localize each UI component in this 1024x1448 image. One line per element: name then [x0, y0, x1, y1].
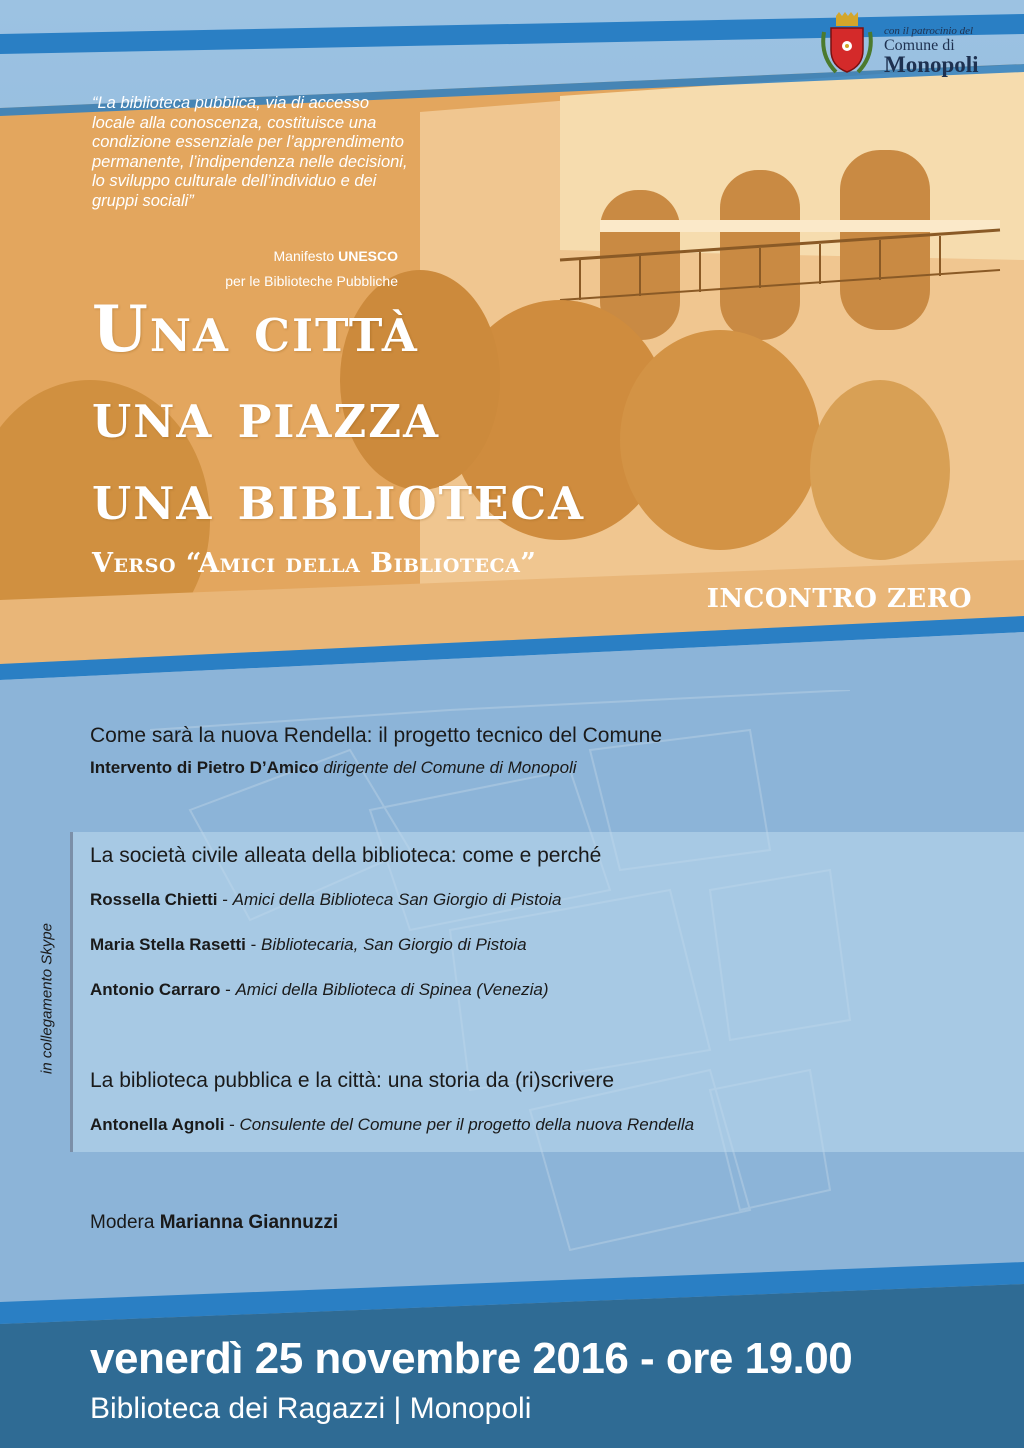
- separator: -: [245, 935, 262, 954]
- topic-3-heading: La biblioteca pubblica e la città: una storia da (ri)scrivere: [90, 1069, 615, 1092]
- meeting-tag: INCONTRO ZERO: [706, 584, 972, 614]
- speaker-role: Bibliotecaria, San Giorgio di Pistoia: [261, 935, 527, 954]
- comune-label: Comune di: [884, 37, 955, 54]
- topic-1-heading: Come sarà la nuova Rendella: il progetto tecnico del Comune: [90, 724, 662, 747]
- speaker-role: Consulente del Comune per il progetto della nuova Rendella: [239, 1115, 695, 1134]
- speaker-4: [90, 980, 549, 1000]
- quote-attribution-line2: per le Biblioteche Pubbliche: [225, 273, 398, 289]
- speaker-name: Antonella Agnoli: [90, 1115, 225, 1134]
- separator: -: [217, 890, 233, 909]
- topic-2-heading: La società civile alleata della biblioteca: come e perché: [90, 844, 602, 867]
- event-venue: Biblioteca dei Ragazzi | Monopoli: [90, 1392, 532, 1425]
- speaker-name: Antonio Carraro: [90, 980, 221, 999]
- city-label: Monopoli: [884, 52, 979, 77]
- moderator-name: Marianna Giannuzzi: [159, 1212, 339, 1233]
- speaker-name: Maria Stella Rasetti: [90, 935, 246, 954]
- event-date: venerdì 25 novembre 2016 - ore 19.00: [90, 1334, 853, 1383]
- title-line-1: Una città: [92, 292, 419, 367]
- quote-attribution: [200, 248, 398, 264]
- attribution-org: UNESCO: [338, 248, 398, 264]
- separator: -: [220, 980, 236, 999]
- coat-of-arms-icon: [818, 12, 876, 78]
- speaker-role: dirigente del Comune di Monopoli: [318, 758, 577, 777]
- speaker-1: [90, 758, 577, 778]
- unesco-quote: “La biblioteca pubblica, via di accesso locale alla conoscenza, costituisce una condizione essenziale per l’apprendimento permanente, l’indipendenza nelle decisioni, lo sviluppo culturale dell’individuo e dei gruppi sociali”: [92, 94, 408, 210]
- speaker-name: Intervento di Pietro D’Amico: [90, 758, 319, 777]
- title-line-2: una piazza: [92, 378, 440, 453]
- speaker-3: [90, 935, 527, 955]
- speaker-role: Amici della Biblioteca di Spinea (Venezia): [235, 980, 549, 999]
- patronage-label: con il patrocinio del: [884, 25, 974, 37]
- title-line-3: una biblioteca: [92, 460, 586, 535]
- moderator-line: [90, 1212, 338, 1234]
- speaker-2: [90, 890, 561, 910]
- subtitle: Verso “Amici della Biblioteca”: [92, 548, 537, 579]
- moderator-prefix: Modera: [90, 1212, 160, 1233]
- speaker-name: Rossella Chietti: [90, 890, 218, 909]
- attribution-prefix: Manifesto: [273, 248, 339, 264]
- separator: -: [224, 1115, 240, 1134]
- speaker-role: Amici della Biblioteca San Giorgio di Pistoia: [232, 890, 562, 909]
- skype-note: in collegamento Skype: [38, 923, 56, 1074]
- speaker-5: [90, 1115, 694, 1135]
